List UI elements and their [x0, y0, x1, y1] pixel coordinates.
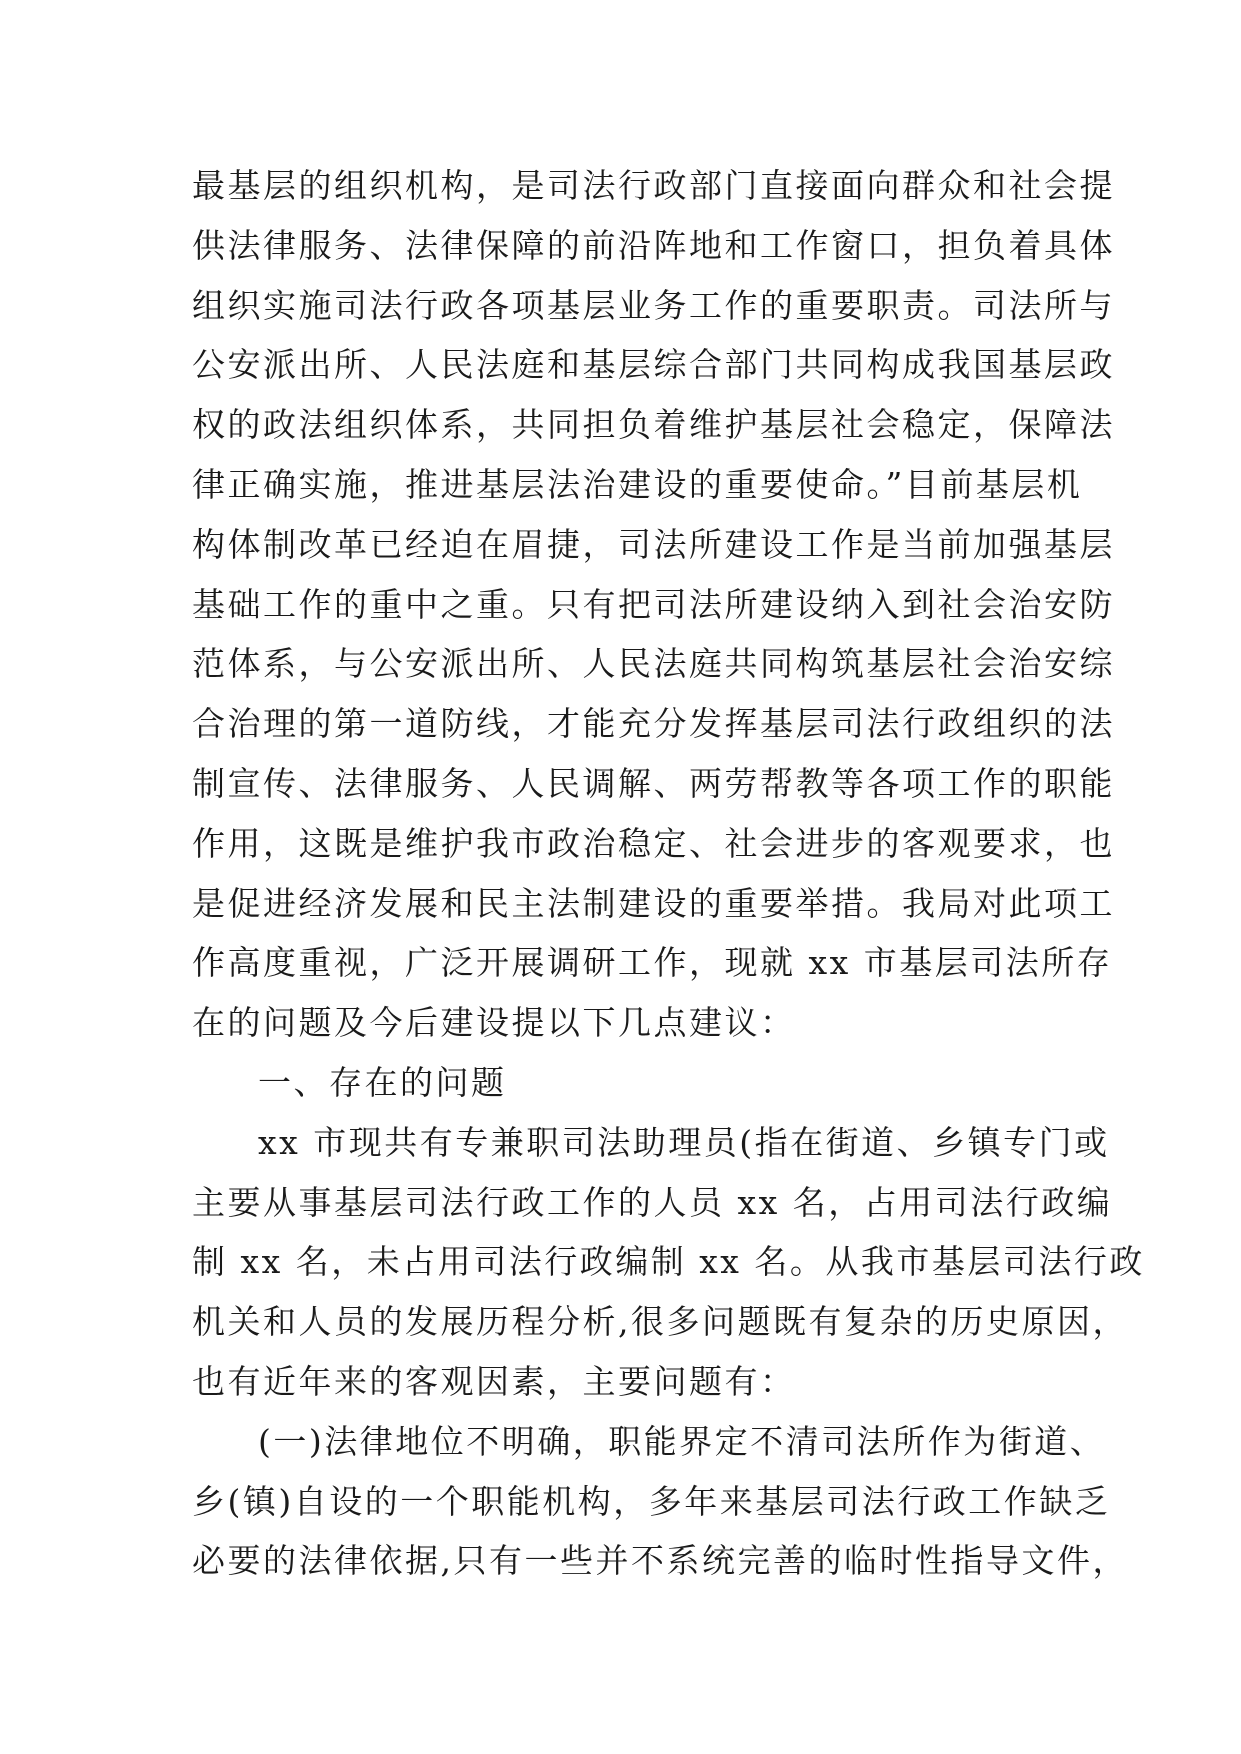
- document-line: (一)法律地位不明确，职能界定不清司法所作为街道、: [258, 1421, 1106, 1461]
- document-line: xx 市现共有专兼职司法助理员(指在街道、乡镇专门或: [258, 1122, 1110, 1162]
- document-line: 乡(镇)自设的一个职能机构，多年来基层司法行政工作缺乏: [192, 1481, 1111, 1521]
- document-line: 供法律服务、法律保障的前沿阵地和工作窗口，担负着具体: [192, 225, 1115, 265]
- document-line: 合治理的第一道防线，才能充分发挥基层司法行政组织的法: [192, 704, 1115, 744]
- document-line: 制 xx 名，未占用司法行政编制 xx 名。从我市基层司法行政: [192, 1242, 1145, 1282]
- document-line: 作高度重视，广泛开展调研工作，现就 xx 市基层司法所存: [192, 943, 1113, 983]
- document-line: 最基层的组织机构，是司法行政部门直接面向群众和社会提: [192, 166, 1115, 205]
- document-line: 制宣传、法律服务、人民调解、两劳帮教等各项工作的职能: [192, 763, 1115, 803]
- document-line: 在的问题及今后建设提以下几点建议：: [192, 1003, 796, 1043]
- document-line: 权的政法组织体系，共同担负着维护基层社会稳定，保障法: [192, 405, 1115, 445]
- document-line: 构体制改革已经迫在眉捷，司法所建设工作是当前加强基层: [192, 524, 1115, 564]
- document-line: 作用，这既是维护我市政治稳定、社会进步的客观要求，也: [192, 823, 1115, 863]
- document-line: 主要从事基层司法行政工作的人员 xx 名，占用司法行政编: [192, 1182, 1113, 1222]
- document-line: 范体系，与公安派出所、人民法庭共同构筑基层社会治安综: [192, 644, 1115, 684]
- document-line: 也有近年来的客观因素，主要问题有：: [192, 1361, 796, 1401]
- document-line: 机关和人员的发展历程分析,很多问题既有复杂的历史原因，: [192, 1302, 1128, 1342]
- document-line: 组织实施司法行政各项基层业务工作的重要职责。司法所与: [192, 285, 1115, 325]
- document-line: 律正确实施，推进基层法治建设的重要使命。”目前基层机: [192, 464, 1083, 504]
- document-body: [192, 156, 1145, 1591]
- document-line: 基础工作的重中之重。只有把司法所建设纳入到社会治安防: [192, 584, 1115, 624]
- document-line: 公安派出所、人民法庭和基层综合部门共同构成我国基层政: [192, 345, 1115, 385]
- document-line: 是促进经济发展和民主法制建设的重要举措。我局对此项工: [192, 883, 1115, 923]
- document-line: 必要的法律依据,只有一些并不系统完善的临时性指导文件，: [192, 1541, 1128, 1581]
- document-line: 一、存在的问题: [258, 1062, 507, 1102]
